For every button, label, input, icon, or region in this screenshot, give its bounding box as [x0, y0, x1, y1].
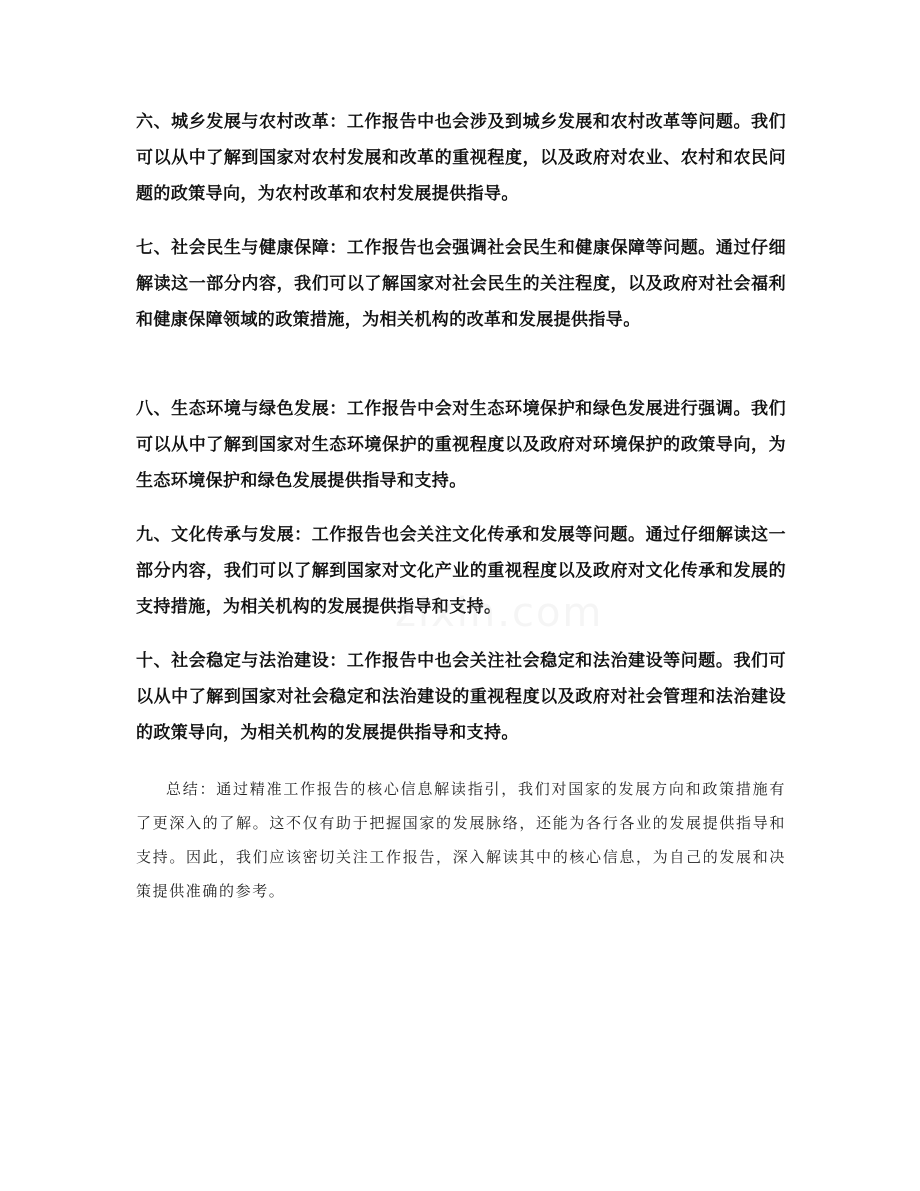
section-8-paragraph: 八、生态环境与绿色发展：工作报告中会对生态环境保护和绿色发展进行强调。我们可以从中了解到国家对生态环境保护的重视程度以及政府对环境保护的政策导向，为生态环境保护和绿色发展提供指导和支持。 [136, 399, 786, 491]
section-7-paragraph: 七、社会民生与健康保障：工作报告也会强调社会民生和健康保障等问题。通过仔细解读这一部分内容，我们可以了解国家对社会民生的关注程度，以及政府对社会福利和健康保障领域的政策措施，为相关机构的改革和发展提供指导。 [136, 238, 786, 330]
section-10-paragraph: 十、社会稳定与法治建设：工作报告中也会关注社会稳定和法治建设等问题。我们可以从中了解到国家对社会稳定和法治建设的重视程度以及政府对社会管理和法治建设的政策导向，为相关机构的发展提供指导和支持。 [136, 651, 786, 743]
watermark: zixin.com [395, 590, 604, 636]
section-6-paragraph: 六、城乡发展与农村改革：工作报告中也会涉及到城乡发展和农村改革等问题。我们可以从中了解到国家对农村发展和改革的重视程度，以及政府对农业、农村和农民问题的政策导向，为农村改革和农村发展提供指导。 [136, 112, 786, 204]
section-9-paragraph: 九、文化传承与发展：工作报告也会关注文化传承和发展等问题。通过仔细解读这一部分内容，我们可以了解到国家对文化产业的重视程度以及政府对文化传承和发展的支持措施，为相关机构的发展提供指导和支持。 [136, 525, 786, 617]
summary-paragraph: 总结：通过精准工作报告的核心信息解读指引，我们对国家的发展方向和政策措施有了更深入的了解。这不仅有助于把握国家的发展脉络，还能为各行各业的发展提供指导和支持。因此，我们应该密切关注工作报告，深入解读其中的核心信息，为自己的发展和决策提供准确的参考。 [136, 780, 786, 900]
